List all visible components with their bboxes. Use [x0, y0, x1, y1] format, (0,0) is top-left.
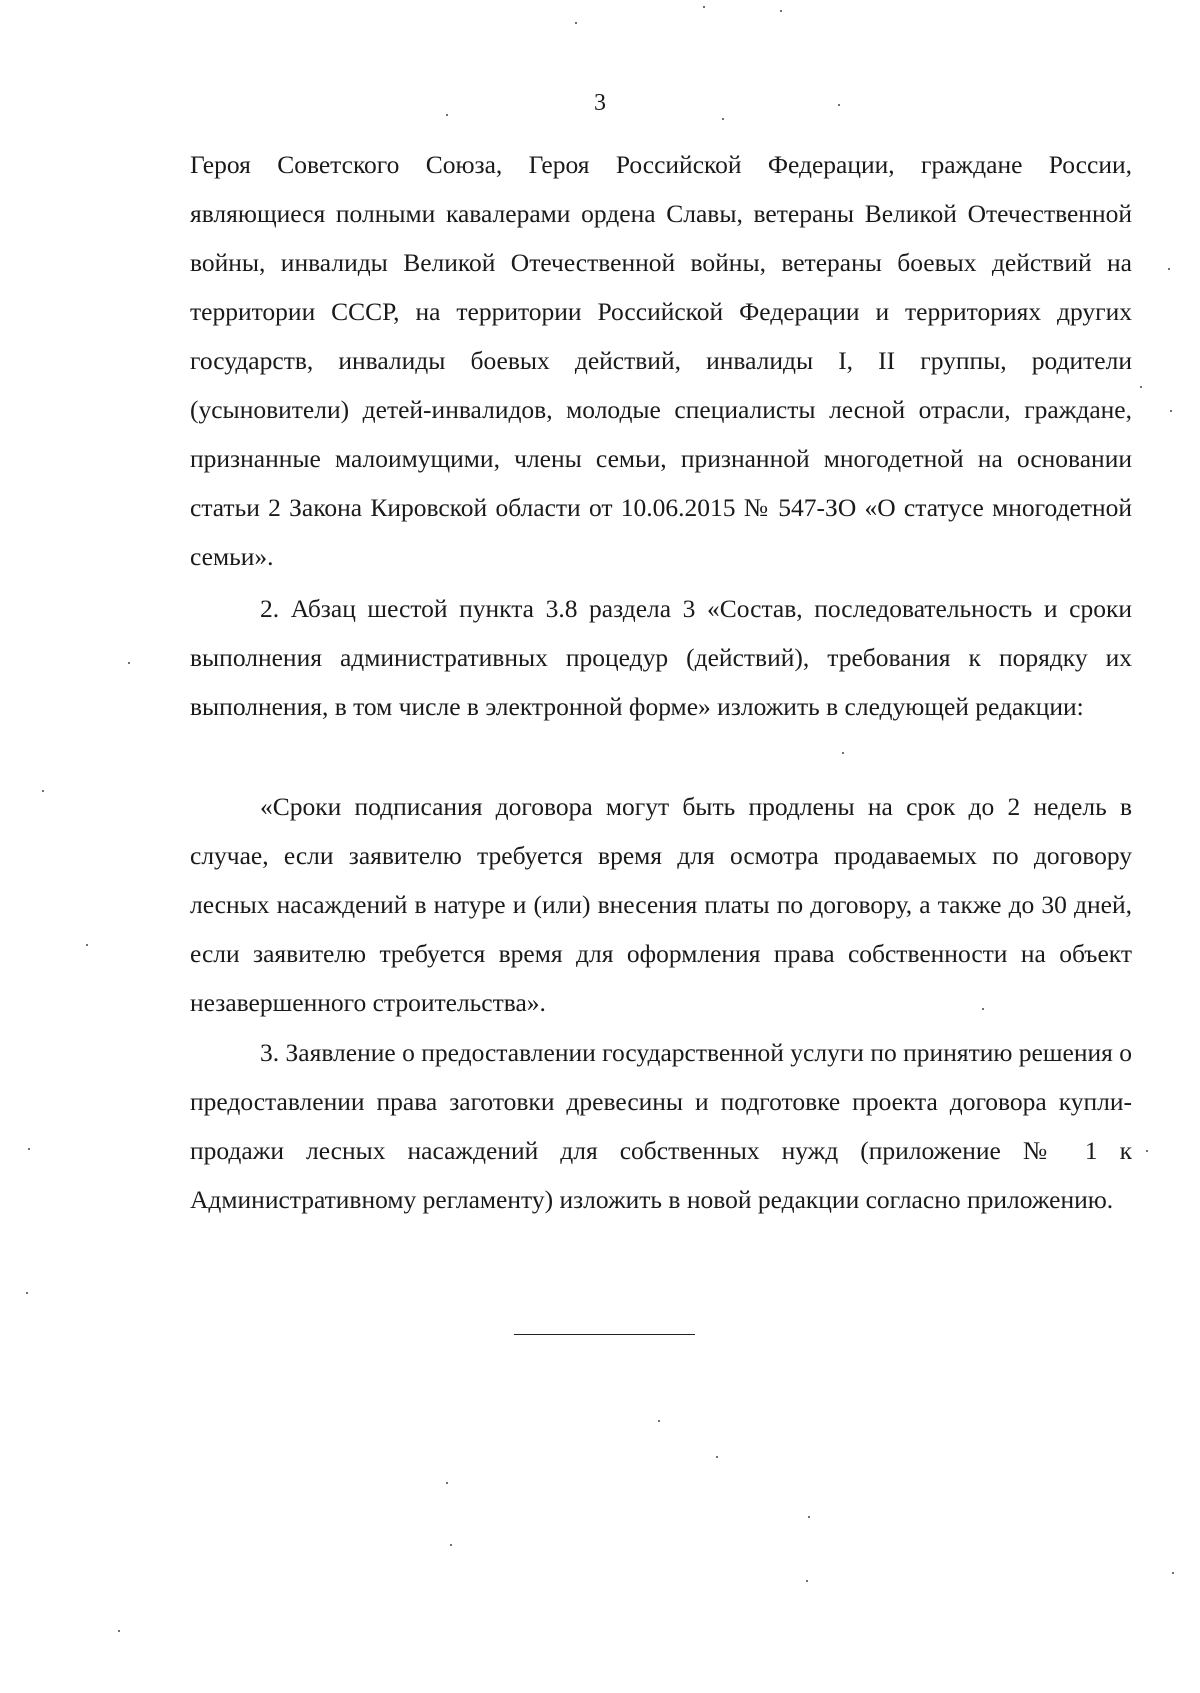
scan-speck: [838, 104, 840, 106]
scan-speck: [128, 662, 130, 664]
paragraph-item-3: [190, 1028, 1132, 1224]
scan-speck: [780, 10, 782, 12]
paragraph-continuation: [190, 140, 1132, 581]
scan-speck: [575, 22, 577, 24]
scan-speck: [1170, 410, 1172, 412]
scan-speck: [808, 1516, 810, 1518]
scan-speck: [1146, 1150, 1148, 1152]
paragraph-text: Героя Советского Союза, Героя Российской Федерации, граждане России, являющиеся полными кавалерами ордена Славы, ветераны Великой Отечественной войны, инвалиды Великой Отечественной войны, ветераны боевых действий на территории СССР, на территории Российской Федерации и территориях других государств, инвалиды боевых действий, инвалиды I, II группы, родители (усыновители) детей-инвалидов, молодые специалисты лесной отрасли, граждане, признанные малоимущими, члены семьи, признанной многодетной на основании статьи 2 Закона Кировской области от 10.06.2015 № 547-ЗО «О статусе многодетной семьи».: [190, 150, 1132, 571]
paragraph-text: 2. Абзац шестой пункта 3.8 раздела 3 «Состав, последовательность и сроки выполнения административных процедур (действий), требования к порядку их выполнения, в том числе в электронной форме» изложить в следующей редакции:: [190, 594, 1132, 721]
scan-speck: [446, 114, 448, 116]
paragraph-text: 3. Заявление о предоставлении государственной услуги по принятию решения о предоставлении права заготовки древесины и подготовке проекта договора купли-продажи лесных насаждений для собственных нужд (приложение № 1 к Административному регламенту) изложить в новой редакции согласно приложению.: [190, 1038, 1132, 1214]
scan-speck: [28, 1148, 30, 1150]
scan-speck: [26, 1292, 28, 1294]
page-number: 3: [594, 90, 606, 116]
scan-speck: [658, 1420, 660, 1422]
scan-speck: [806, 1580, 808, 1582]
end-of-document-rule: [514, 1334, 695, 1335]
scan-speck: [1172, 1572, 1174, 1574]
scan-speck: [703, 6, 705, 8]
paragraph-item-2: [190, 584, 1132, 731]
scan-speck: [42, 790, 44, 792]
scan-speck: [722, 118, 724, 120]
scan-speck: [1140, 386, 1142, 388]
scan-speck: [842, 752, 844, 754]
paragraph-quote: [190, 782, 1132, 1027]
scan-speck: [118, 1630, 120, 1632]
scan-speck: [982, 1008, 984, 1010]
scan-speck: [450, 1544, 452, 1546]
paragraph-text: «Сроки подписания договора могут быть продлены на срок до 2 недель в случае, если заявителю требуется время для осмотра продаваемых по договору лесных насаждений в натуре и (или) внесения платы по договору, а также до 30 дней, если заявителю требуется время для оформления права собственности на объект незавершенного строительства».: [190, 792, 1132, 1017]
scan-speck: [446, 1482, 448, 1484]
scan-speck: [86, 944, 88, 946]
scan-speck: [1168, 268, 1170, 270]
scan-speck: [716, 1456, 718, 1458]
